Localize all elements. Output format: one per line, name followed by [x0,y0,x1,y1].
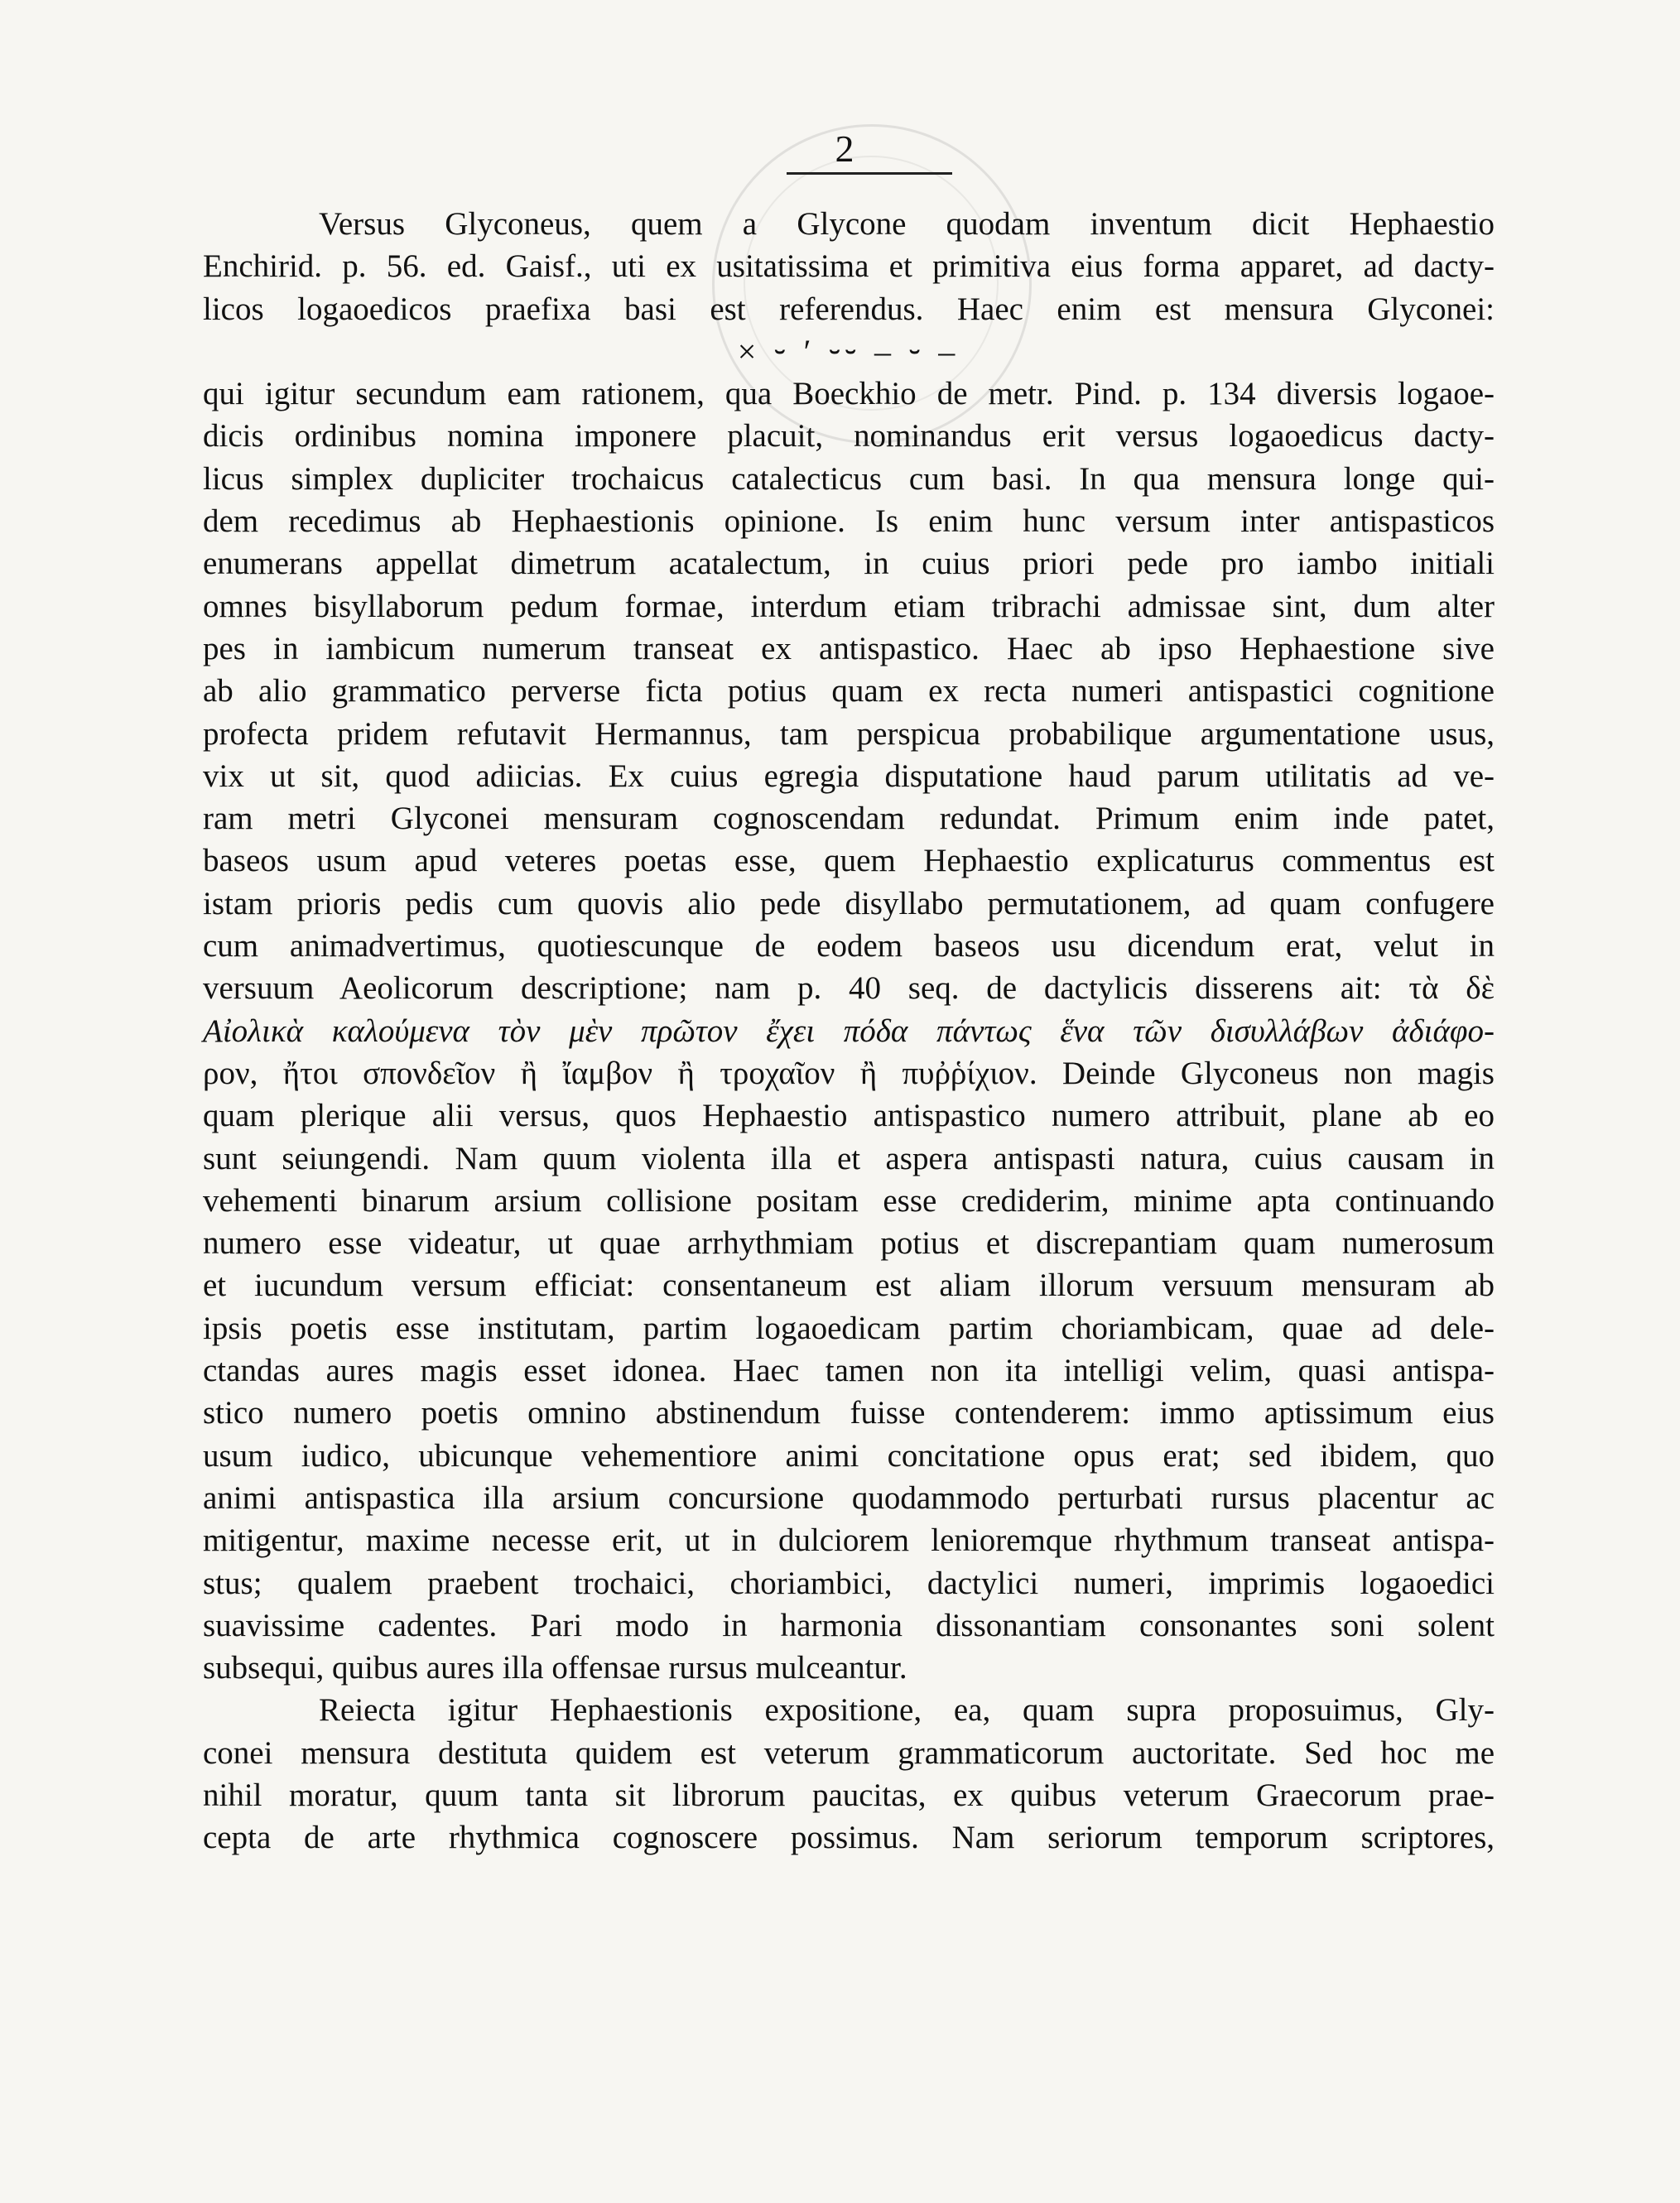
text-line: ρον, ἤτοι σπονδεῖον ἢ ἴαμβον ἢ τροχαῖον ἢ πυῤῥίχιον. Deinde Glyconeus non magis [203,1055,1495,1091]
text-line: dem recedimus ab Hephaestionis opinione. Is enim hunc versum inter antispasticos [203,503,1495,540]
text-line: pes in iambicum numerum transeat ex antispastico. Haec ab ipso Hephaestione sive [203,630,1495,666]
text-line: licus simplex dupliciter trochaicus catalecticus cum basi. In qua mensura longe qui- [203,460,1495,497]
text-line: ipsis poetis esse institutam, partim logaoedicam partim choriambicam, quae ad dele- [203,1310,1495,1346]
text-line: ram metri Glyconei mensuram cognoscendam redundat. Primum enim inde patet, [203,801,1495,837]
text-line: nihil moratur, quum tanta sit librorum paucitas, ex quibus veterum Graecorum prae- [203,1777,1495,1813]
text-line: cum animadvertimus, quotiescunque de eodem baseos usu dicendum erat, velut in [203,928,1495,964]
text-line: qui igitur secundum eam rationem, qua Boeckhio de metr. Pind. p. 134 diversis logaoe- [203,376,1495,412]
text-line: licos logaoedicos praefixa basi est referendus. Haec enim est mensura Glyconei: [203,291,1495,327]
text-line: istam prioris pedis cum quovis alio pede disyllabo permutationem, ad quam confugere [203,885,1495,921]
text-line: Versus Glyconeus, quem a Glycone quodam inventum dicit Hephaestio [319,206,1495,242]
text-line: omnes bisyllaborum pedum formae, interdum etiam tribrachi admissae sint, dum alter [203,588,1495,624]
text-line: vix ut sit, quod adiicias. Ex cuius egregia disputatione haud parum utilitatis ad ve- [203,758,1495,794]
text-line: profecta pridem refutavit Hermannus, tam perspicua probabilique argumentatione usus, [203,715,1495,752]
text-line: conei mensura destituta quidem est veterum grammaticorum auctoritate. Sed hoc me [203,1734,1495,1771]
text-line: Enchirid. p. 56. ed. Gaisf., uti ex usitatissima et primitiva eius forma apparet, ad dacty- [203,248,1495,285]
text-line: subsequi, quibus aures illa offensae rursus mulceantur. [203,1650,907,1686]
metrical-scheme: × ⏑ ′ ⏑⏑ – ⏑ – [737,332,960,370]
text-line: ctandas aures magis esset idonea. Haec tamen non ita intelligi velim, quasi antispa- [203,1353,1495,1389]
text-line: vehementi binarum arsium collisione positam esse crediderim, minime apta continuando [203,1182,1495,1219]
text-line: sunt seiungendi. Nam quum violenta illa et aspera antispasti natura, cuius causam in [203,1140,1495,1176]
text-line: cepta de arte rhythmica cognoscere possimus. Nam seriorum temporum scriptores, [203,1820,1495,1856]
page-number: 2 [835,127,854,170]
page-number-rule [787,172,952,175]
text-line: stus; qualem praebent trochaici, choriambici, dactylici numeri, imprimis logaoedici [203,1565,1495,1601]
body-text [203,203,1495,1859]
text-line: mitigentur, maxime necesse erit, ut in dulciorem lenioremque rhythmum transeat antispa- [203,1522,1495,1559]
text-line: Reiecta igitur Hephaestionis expositione, ea, quam supra proposuimus, Gly- [319,1692,1495,1729]
text-line: ab alio grammatico perverse ficta potius quam ex recta numeri antispastici cognitione [203,673,1495,709]
text-line: numero esse videatur, ut quae arrhythmiam potius et discrepantiam quam numerosum [203,1225,1495,1262]
greek-quote-line: Αἰολικὰ καλούμενα τὸν μὲν πρῶτον ἔχει πόδα πάντως ἕνα τῶν δισυλλάβων ἀδιάφο- [203,1013,1495,1049]
text-line: versuum Aeolicorum descriptione; nam p. 40 seq. de dactylicis disserens ait: τὰ δὲ [203,970,1495,1007]
text-line: stico numero poetis omnino abstinendum fuisse contenderem: immo aptissimum eius [203,1395,1495,1431]
text-line: enumerans appellat dimetrum acatalectum, in cuius priori pede pro iambo initiali [203,546,1495,582]
text-line: dicis ordinibus nomina imponere placuit, nominandus erit versus logaoedicus dacty- [203,418,1495,455]
text-line: quam plerique alii versus, quos Hephaestio antispastico numero attribuit, plane ab eo [203,1098,1495,1134]
text-line: baseos usum apud veteres poetas esse, quem Hephaestio explicaturus commentus est [203,843,1495,879]
text-line: et iucundum versum efficiat: consentaneum est aliam illorum versuum mensuram ab [203,1267,1495,1304]
text-line: animi antispastica illa arsium concursione quodammodo perturbati rursus placentur ac [203,1479,1495,1516]
text-line: suavissime cadentes. Pari modo in harmonia dissonantiam consonantes soni solent [203,1607,1495,1643]
text-line: usum iudico, ubicunque vehementiore animi concitatione opus erat; sed ibidem, quo [203,1437,1495,1474]
